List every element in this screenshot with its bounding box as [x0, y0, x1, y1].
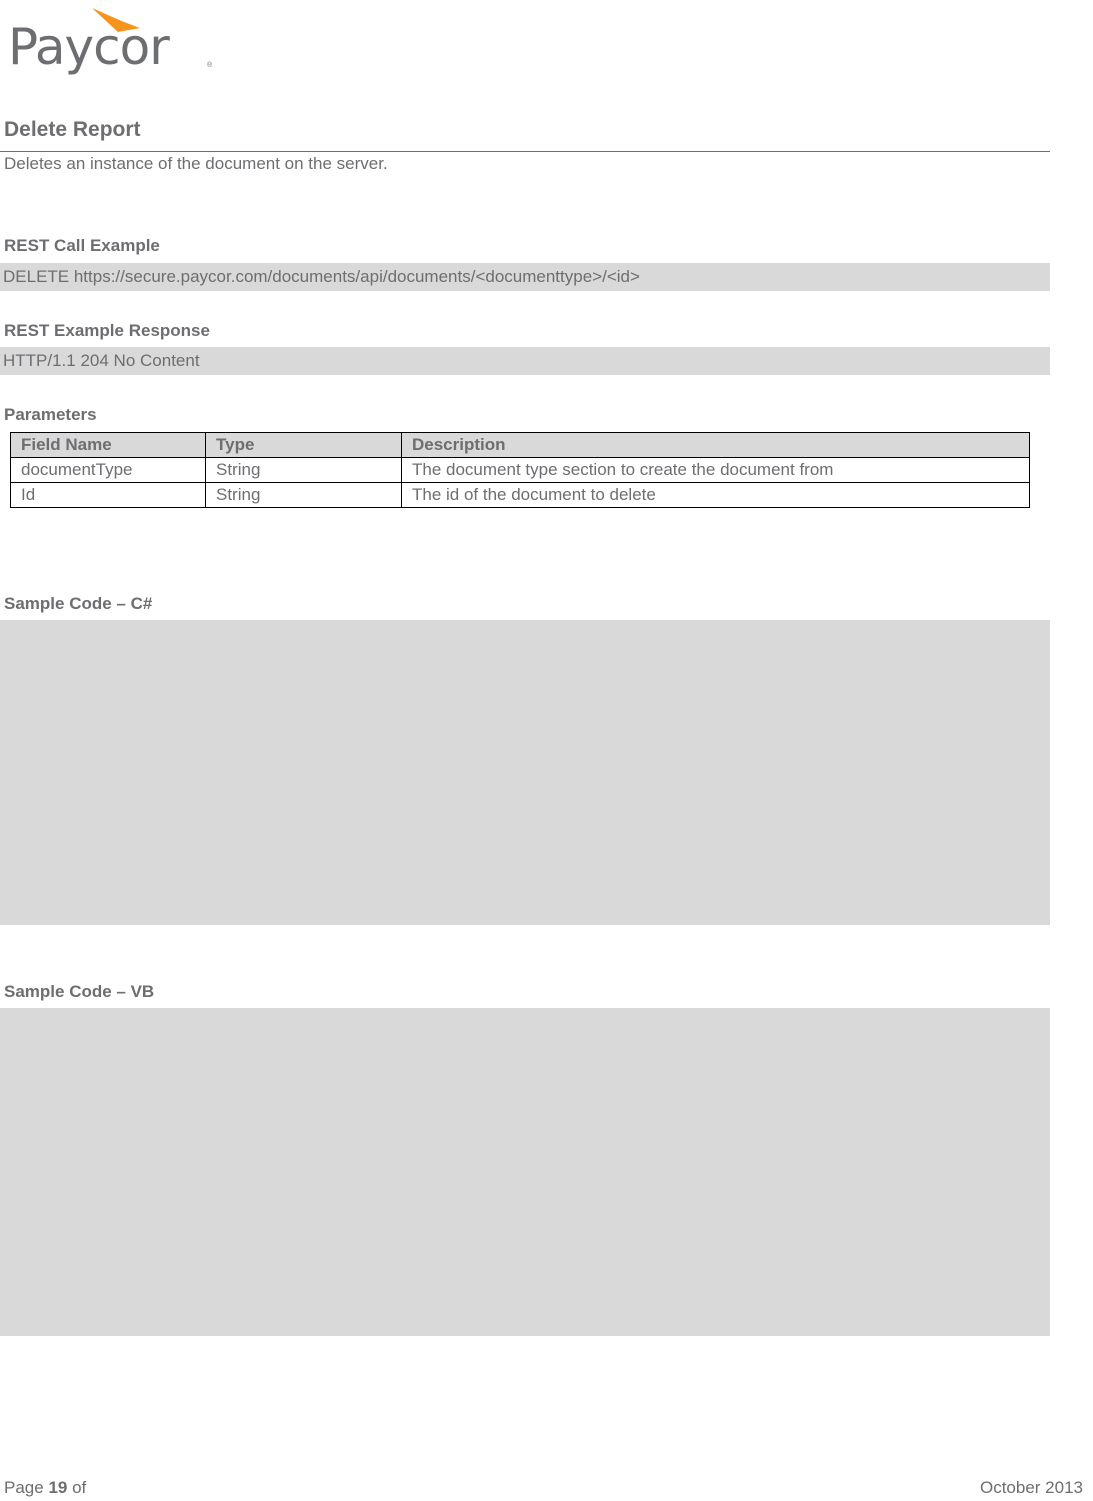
- table-cell: The id of the document to delete: [402, 483, 1030, 508]
- table-header-row: [11, 433, 1030, 458]
- logo-wordmark: Paycor: [8, 18, 169, 76]
- sample-csharp-label: Sample Code – C#: [4, 594, 153, 613]
- page-suffix: of: [72, 1478, 87, 1497]
- column-header-type: Type: [206, 433, 402, 458]
- column-header-description: Description: [402, 433, 1030, 458]
- table-row: [11, 483, 1030, 508]
- section-description: Deletes an instance of the document on the server.: [4, 154, 388, 173]
- rest-response-label: REST Example Response: [4, 321, 210, 340]
- table-cell: Id: [11, 483, 206, 508]
- page-prefix: Page: [4, 1478, 44, 1497]
- table-cell: String: [206, 458, 402, 483]
- table-cell: The document type section to create the document from: [402, 458, 1030, 483]
- table-cell: String: [206, 483, 402, 508]
- sample-vb-code-box: [0, 1008, 1050, 1336]
- registered-mark: ®: [207, 62, 213, 69]
- column-header-field-name: Field Name: [11, 433, 206, 458]
- page-number-value: 19: [48, 1478, 68, 1497]
- title-divider: [0, 151, 1050, 152]
- page-number: [4, 1478, 86, 1498]
- table-row: [11, 458, 1030, 483]
- parameters-table: [10, 432, 1030, 508]
- rest-response-example: HTTP/1.1 204 No Content: [0, 347, 1050, 375]
- table-cell: documentType: [11, 458, 206, 483]
- sample-vb-label: Sample Code – VB: [4, 982, 155, 1001]
- rest-call-label: REST Call Example: [4, 236, 160, 255]
- page-title: Delete Report: [4, 118, 141, 141]
- footer-date: October 2013: [979, 1478, 1083, 1497]
- rest-call-example: DELETE https://secure.paycor.com/documents/api/documents/<documenttype>/<id>: [0, 263, 1050, 291]
- sample-csharp-code-box: [0, 620, 1050, 925]
- parameters-label: Parameters: [4, 405, 97, 424]
- paycor-logo: [6, 6, 226, 84]
